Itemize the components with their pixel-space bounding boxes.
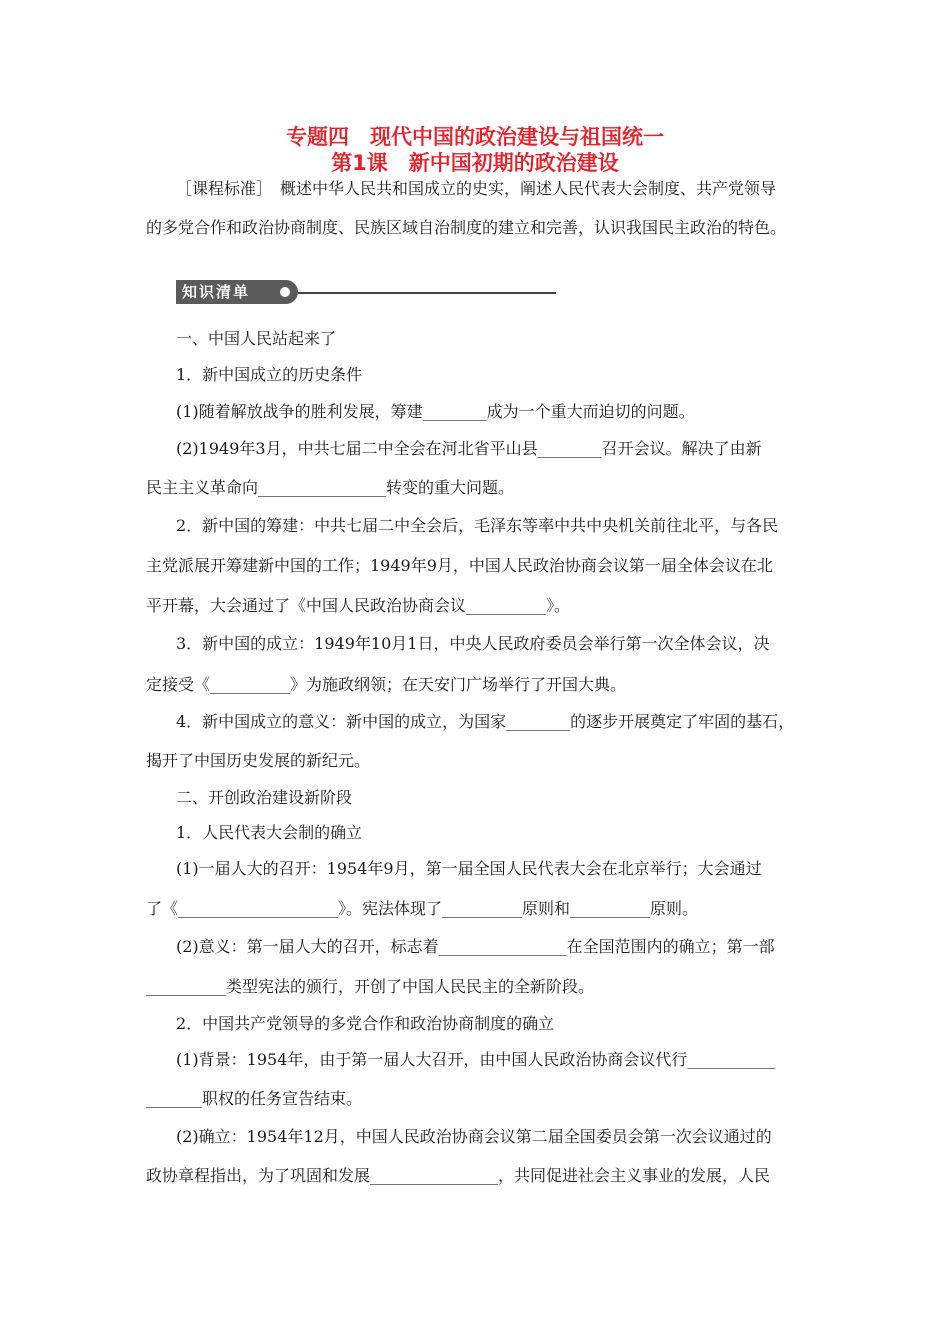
text-line: _______职权的任务宣告结束。 xyxy=(146,1089,363,1108)
text-line: 2．新中国的筹建：中共七届二中全会后，毛泽东等率中共中央机关前往北平，与各民 xyxy=(176,516,779,535)
banner-rule xyxy=(298,292,556,294)
text-line: (2)1949年3月，中共七届二中全会在河北省平山县________召开会议。解决了由新 xyxy=(176,439,762,458)
text-line: (1)随着解放战争的胜利发展，筹建________成为一个重大而迫切的问题。 xyxy=(176,402,695,421)
text-line: 4．新中国成立的意义：新中国的成立，为国家________的逐步开展奠定了牢固的基石， xyxy=(176,712,795,731)
text-line: 政协章程指出，为了巩固和发展________________，共同促进社会主义事业的发展，人民 xyxy=(146,1166,771,1185)
text-line: 定接受《__________》为施政纲领；在天安门广场举行了开国大典。 xyxy=(146,675,627,694)
knowledge-list-banner xyxy=(176,280,298,304)
text-line: __________类型宪法的颁行，开创了中国人民民主的全新阶段。 xyxy=(146,977,595,996)
lesson-title: 第1课 新中国初期的政治建设 xyxy=(331,151,619,175)
text-line: 主党派展开筹建新中国的工作；1949年9月，中国人民政治协商会议第一届全体会议在北 xyxy=(146,556,773,575)
subheading: 1．新中国成立的历史条件 xyxy=(176,365,363,384)
text-line: (2)意义：第一届人大的召开，标志着________________在全国范围内的确立；第一部 xyxy=(176,937,775,956)
text-line: (1)背景：1954年，由于第一届人大召开，由中国人民政治协商会议代行___________ xyxy=(176,1050,776,1069)
subheading: 1．人民代表大会制的确立 xyxy=(176,823,363,842)
subheading: 2．中国共产党领导的多党合作和政治协商制度的确立 xyxy=(176,1014,555,1033)
banner-dot-icon xyxy=(280,287,290,297)
section-heading: 二、开创政治建设新阶段 xyxy=(176,788,353,807)
page-title: 专题四 现代中国的政治建设与祖国统一 xyxy=(286,125,664,149)
curriculum-standard-line-1: ［课程标准］ 概述中华人民共和国成立的史实，阐述人民代表大会制度、共产党领导 xyxy=(176,179,777,198)
text-line: (1)一届人大的召开：1954年9月，第一届全国人民代表大会在北京举行；大会通过 xyxy=(176,859,762,878)
text-line: 揭开了中国历史发展的新纪元。 xyxy=(146,751,371,770)
text-line: (2)确立：1954年12月，中国人民政治协商会议第二届全国委员会第一次会议通过的 xyxy=(176,1127,772,1146)
text-line: 3．新中国的成立：1949年10月1日，中央人民政府委员会举行第一次全体会议，决 xyxy=(176,634,770,653)
text-line: 了《____________________》。宪法体现了__________原则和__________原则。 xyxy=(146,899,699,918)
curriculum-standard-line-2: 的多党合作和政治协商制度、民族区域自治制度的建立和完善，认识我国民主政治的特色。 xyxy=(146,218,787,237)
section-heading: 一、中国人民站起来了 xyxy=(176,329,337,348)
text-line: 民主主义革命向________________转变的重大问题。 xyxy=(146,478,515,497)
banner-label: 知识清单 xyxy=(182,283,251,301)
text-line: 平开幕，大会通过了《中国人民政治协商会议__________》。 xyxy=(146,596,571,615)
